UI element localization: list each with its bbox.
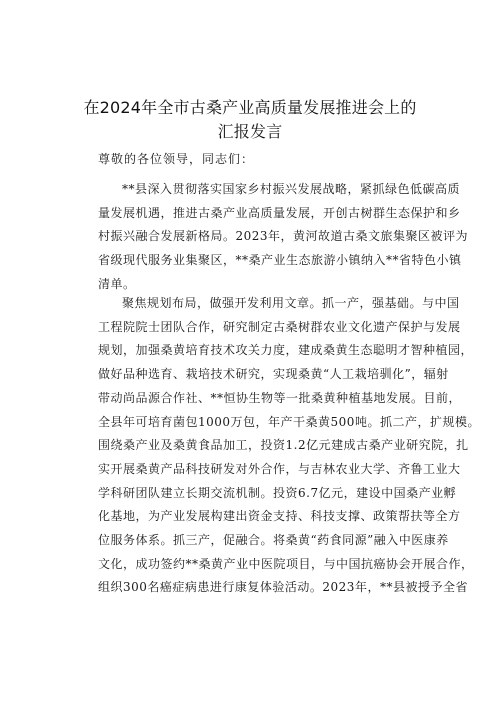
paragraph-2 xyxy=(98,292,480,600)
paragraph-line: 实开展桑黄产品科技研发对外合作，与吉林农业大学、齐鲁工业大 xyxy=(98,461,461,476)
paragraph-line: 规划，加强桑黄培育技术攻关力度，建成桑黄生态聪明才智种植园， xyxy=(98,343,474,358)
paragraph-line: 清单。 xyxy=(98,276,136,291)
title-line-1: 在2024年全市古桑产业高质量发展推进会上的 xyxy=(83,98,417,117)
paragraph-line: 组织300名癌症病患进行康复体验活动。2023年，**县被授予全省 xyxy=(98,580,468,595)
paragraph-line: 化基地，为产业发展构建出资金支持、科技支撑、政策帮扶等全方 xyxy=(98,509,461,524)
paragraph-line: 带动尚品源合作社、**恒协生物等一批桑黄种植基地发展。目前， xyxy=(98,390,462,405)
paragraph-line: 量发展机遇，推进古桑产业高质量发展，开创古树群生态保护和乡 xyxy=(98,205,461,220)
paragraph-line: 工程院院士团队合作，研究制定古桑树群农业文化遗产保护与发展 xyxy=(98,319,461,334)
paragraph-line: 学科研团队建立长期交流机制。投资6.7亿元，建设中国桑产业孵 xyxy=(98,485,457,500)
paragraph-line: **县深入贯彻落实国家乡村振兴发展战略，紧抓绿色低碳高质 xyxy=(122,182,461,196)
paragraph-line: 省级现代服务业集聚区，**桑产业生态旅游小镇纳入**省特色小镇 xyxy=(98,253,462,268)
paragraph-line: 全县年可培育菌包1000万包，年产干桑黄500吨。抓二产，扩规模。 xyxy=(98,414,480,429)
paragraph-line: 文化，成功签约**桑黄产业中医院项目，与中国抗癌协会开展合作， xyxy=(98,556,474,571)
document-title xyxy=(40,96,460,144)
paragraph-line: 村振兴融合发展新格局。2023年，黄河故道古桑文旅集聚区被评为 xyxy=(98,229,469,244)
paragraph-line: 位服务体系。抓三产，促融合。将桑黄“药食同源”融入中医康养 xyxy=(98,533,449,548)
paragraph-line: 围绕桑产业及桑黄食品加工，投资1.2亿元建成古桑产业研究院，扎 xyxy=(98,438,469,453)
paragraph-1 xyxy=(98,178,469,297)
paragraph-line: 做好品种选育、栽培技术研究，实现桑黄“人工栽培驯化”，辐射 xyxy=(98,367,449,382)
title-line-2: 汇报发言 xyxy=(217,122,283,141)
salutation: 尊敬的各位领导，同志们： xyxy=(98,152,255,166)
paragraph-line: 聚焦规划布局，做强开发利用文章。抓一产，强基础。与中国 xyxy=(122,296,460,310)
